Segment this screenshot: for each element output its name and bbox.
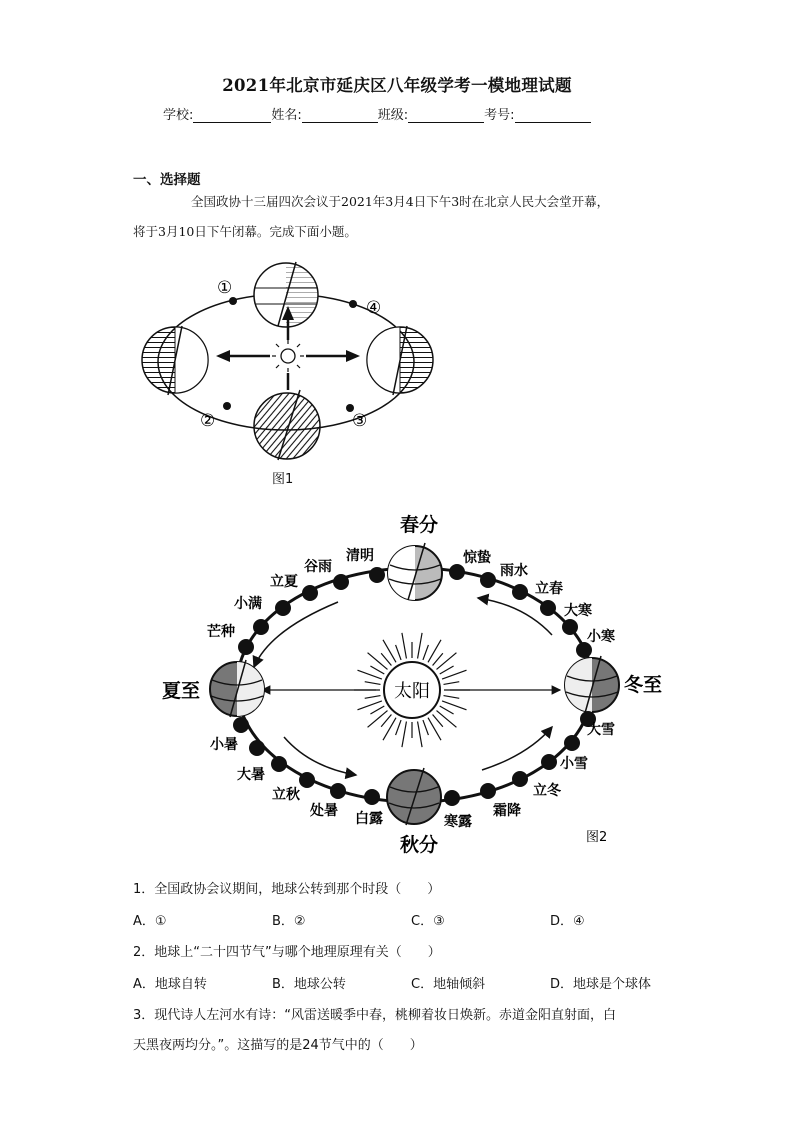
question-2-options	[133, 973, 689, 992]
globe-winter	[565, 656, 619, 713]
sun-ray	[423, 645, 428, 660]
sun-ray	[368, 711, 388, 728]
question-2: 2．地球上“二十四节气”与哪个地理原理有关（ ）	[133, 945, 441, 960]
term-lixia: 立夏	[270, 574, 298, 590]
sun-ray	[357, 701, 381, 710]
sun-ray	[357, 670, 381, 679]
student-info-line	[163, 104, 591, 123]
sun-ray	[444, 682, 460, 685]
marker-1: ①	[217, 278, 233, 298]
section-title: 一、选择题	[133, 172, 201, 188]
sun-ray	[437, 711, 457, 728]
sun-ray	[440, 706, 454, 714]
sun-ray	[396, 720, 401, 735]
term-xiaoshu: 小暑	[210, 737, 238, 753]
class-label: 班级:	[377, 108, 409, 123]
id-blank[interactable]	[515, 108, 591, 123]
sun-ray	[383, 640, 396, 663]
globe-bottom	[254, 390, 320, 460]
term-daxue: 大雪	[587, 722, 615, 738]
label-winter: 冬至	[624, 674, 663, 696]
q2-option-b[interactable]: B．地球公转	[272, 977, 346, 992]
globe-autumn	[387, 768, 441, 825]
q1-option-c[interactable]: C．③	[411, 914, 445, 929]
sun-ray	[396, 645, 401, 660]
term-chushu: 处暑	[310, 803, 338, 819]
term-mangzhong: 芒种	[207, 624, 235, 640]
label-autumn: 秋分	[400, 834, 439, 856]
school-label: 学校:	[163, 108, 194, 123]
q1-option-d[interactable]: D．④	[550, 914, 585, 929]
question-1-options	[133, 910, 689, 929]
sun-ray	[442, 701, 466, 710]
sun-ray	[381, 715, 391, 727]
marker-3: ③	[352, 411, 368, 431]
sun-ray	[381, 653, 391, 665]
term-bailu: 白露	[355, 811, 383, 827]
marker-2: ②	[200, 411, 216, 431]
name-label: 姓名:	[271, 108, 302, 123]
term-xiaoman: 小满	[234, 596, 262, 612]
term-yushui: 雨水	[500, 563, 528, 579]
marker-4: ④	[366, 298, 382, 318]
figure-2-solar-terms-diagram	[150, 505, 670, 865]
q2-option-d[interactable]: D．地球是个球体	[550, 977, 652, 992]
term-liqiu: 立秋	[272, 787, 300, 803]
question-3-line-2: 天黑夜两均分。”。这描写的是24节气中的（ ）	[133, 1038, 423, 1053]
label-summer: 夏至	[162, 680, 201, 702]
sun-ray	[383, 718, 396, 741]
sun-label: 太阳	[394, 681, 430, 702]
term-xiaohan: 小寒	[587, 629, 615, 645]
sun-ray	[365, 696, 381, 699]
sun-ray	[418, 633, 423, 659]
term-shuangjiang: 霜降	[493, 803, 521, 819]
intro-line-1: 全国政协十三届四次会议于2021年3月4日下午3时在北京人民大会堂开幕，	[191, 194, 610, 209]
class-blank[interactable]	[408, 108, 484, 123]
globe-right	[367, 326, 433, 395]
term-qingming: 清明	[346, 548, 374, 564]
label-spring: 春分	[400, 514, 439, 536]
exam-title: 2021年北京市延庆区八年级学考一模地理试题	[222, 76, 572, 95]
figure-1-caption: 图1	[272, 472, 294, 487]
sun-ray	[418, 722, 423, 748]
sun-ray	[428, 718, 441, 741]
sun-ray	[440, 666, 454, 674]
sun-ray	[370, 666, 384, 674]
sun-ray	[402, 633, 407, 659]
term-xiaoxue: 小雪	[560, 756, 588, 772]
sun-ray	[428, 640, 441, 663]
sun-ray	[365, 682, 381, 685]
q2-option-a[interactable]: A．地球自转	[133, 977, 207, 992]
name-blank[interactable]	[302, 108, 378, 123]
sun-arrows	[216, 306, 360, 390]
term-guyu: 谷雨	[304, 559, 332, 575]
sun-ray	[370, 706, 384, 714]
globe-spring	[388, 543, 442, 600]
term-jingzhe: 惊蛰	[463, 550, 491, 566]
sun-ray	[442, 670, 466, 679]
sun-ray	[368, 653, 388, 670]
sun-ray	[423, 720, 428, 735]
sun-ray	[437, 653, 457, 670]
intro-line-2: 将于3月10日下午闭幕。完成下面小题。	[133, 224, 357, 239]
q1-option-b[interactable]: B．②	[272, 914, 306, 929]
q1-option-a[interactable]: A．①	[133, 914, 167, 929]
question-3-line-1: 3．现代诗人左河水有诗：“风雷送暖季中春，桃柳着妆日焕新。赤道金阳直射面，白	[133, 1008, 617, 1023]
term-dahan: 大寒	[564, 603, 592, 619]
globe-left	[142, 326, 208, 395]
sun-ray	[402, 722, 407, 748]
question-1: 1．全国政协会议期间，地球公转到那个时段（ ）	[133, 882, 441, 897]
sun-ray	[433, 715, 443, 727]
sun-ray	[444, 696, 460, 699]
figure-1-orbit-diagram	[130, 260, 450, 490]
term-dashu: 大暑	[237, 767, 265, 783]
q2-option-c[interactable]: C．地轴倾斜	[411, 977, 486, 992]
school-blank[interactable]	[193, 108, 271, 123]
term-lidong: 立冬	[533, 783, 561, 799]
term-hanlu: 寒露	[444, 814, 472, 830]
globe-summer	[210, 660, 264, 717]
term-lichun: 立春	[535, 581, 563, 597]
figure-2-caption: 图2	[586, 830, 608, 845]
sun-ray	[433, 653, 443, 665]
sun-icon	[272, 340, 304, 372]
id-label: 考号:	[484, 108, 515, 123]
